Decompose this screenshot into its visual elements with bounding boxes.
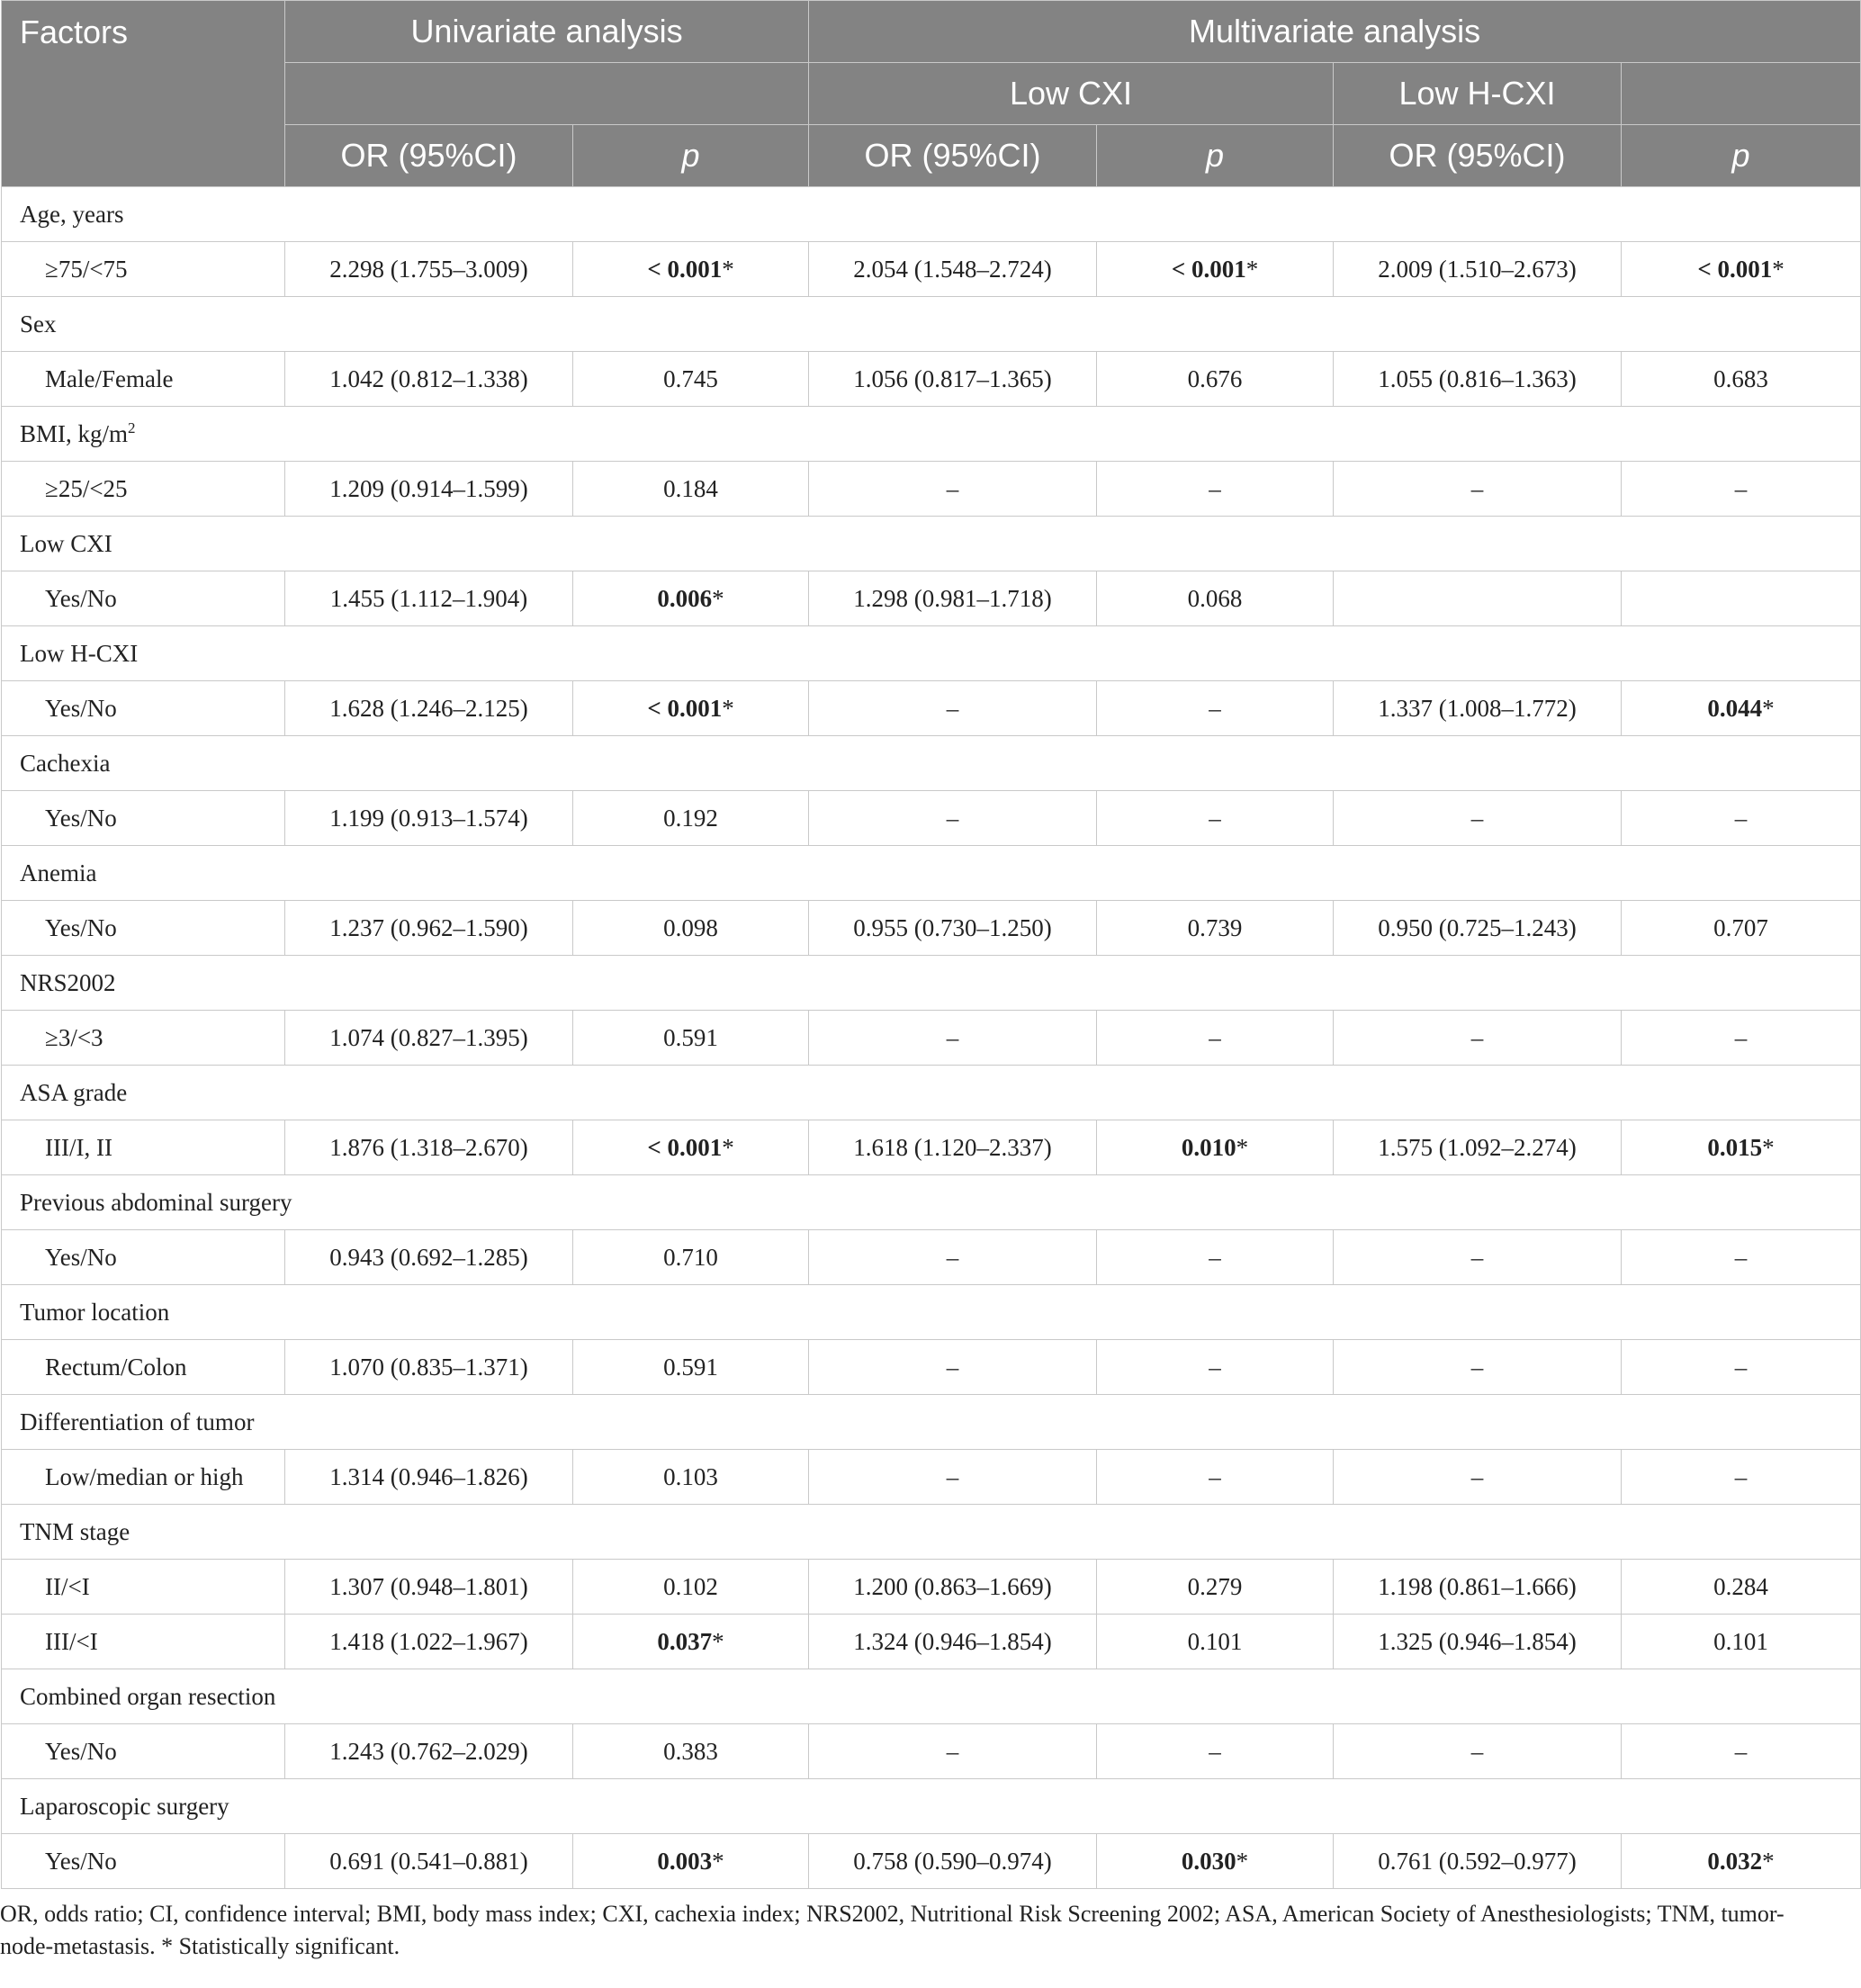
univariate-p-cell-value: 0.006: [657, 584, 713, 612]
cxi-p-cell: [1097, 1011, 1334, 1066]
cxi-or-cell: –: [809, 1230, 1097, 1285]
factor-name: ASA grade: [20, 1078, 128, 1106]
hcxi-or-cell: –: [1334, 1230, 1622, 1285]
hcxi-p-cell: [1622, 242, 1861, 297]
hcxi-p-cell-value: –: [1734, 1023, 1748, 1051]
header-hcxi-or: OR (95%CI): [1334, 125, 1622, 187]
cxi-or-cell: –: [809, 1724, 1097, 1779]
cxi-p-cell: [1097, 1230, 1334, 1285]
header-cxi-p: [1097, 125, 1334, 187]
cxi-p-cell: [1097, 791, 1334, 846]
hcxi-or-cell: 0.950 (0.725–1.243): [1334, 901, 1622, 956]
univariate-or-cell: 0.691 (0.541–0.881): [285, 1834, 573, 1889]
factor-name-cell: [2, 1395, 1861, 1450]
univariate-p-cell-value: 0.745: [663, 364, 718, 392]
cxi-p-cell: [1097, 1615, 1334, 1669]
factor-row: [2, 1395, 1861, 1450]
row-label: Low/median or high: [2, 1450, 285, 1505]
cxi-or-cell: 1.324 (0.946–1.854): [809, 1615, 1097, 1669]
univariate-p-cell-value: < 0.001: [647, 255, 723, 283]
cxi-p-cell-sig-marker: *: [1245, 255, 1259, 283]
univariate-p-cell: [573, 462, 809, 517]
hcxi-p-cell-value: 0.707: [1713, 913, 1768, 941]
header-multivariate: Multivariate analysis: [809, 1, 1861, 63]
univariate-or-cell: 1.307 (0.948–1.801): [285, 1560, 573, 1615]
hcxi-or-cell: 0.761 (0.592–0.977): [1334, 1834, 1622, 1889]
table-row: [2, 1834, 1861, 1889]
factor-name-cell: [2, 846, 1861, 901]
hcxi-p-cell: [1622, 1450, 1861, 1505]
table-header: [2, 1, 1861, 187]
univariate-p-cell: [573, 1615, 809, 1669]
hcxi-p-cell: [1622, 462, 1861, 517]
row-label: Yes/No: [2, 1724, 285, 1779]
hcxi-p-cell: [1622, 571, 1861, 626]
factor-name: Low CXI: [20, 529, 112, 557]
factor-name-cell: [2, 1779, 1861, 1834]
cxi-or-cell: 0.955 (0.730–1.250): [809, 901, 1097, 956]
factor-name: Differentiation of tumor: [20, 1408, 255, 1435]
cxi-p-cell: [1097, 571, 1334, 626]
univariate-p-cell-value: < 0.001: [647, 1133, 723, 1161]
factor-name-cell: [2, 1669, 1861, 1724]
hcxi-p-cell-sig-marker: *: [1772, 255, 1785, 283]
table-row: [2, 462, 1861, 517]
header-univariate-or: OR (95%CI): [285, 125, 573, 187]
table-row: [2, 242, 1861, 297]
factor-row: [2, 1066, 1861, 1120]
factor-row: [2, 956, 1861, 1011]
cxi-or-cell: 0.758 (0.590–0.974): [809, 1834, 1097, 1889]
cxi-p-cell-sig-marker: *: [1236, 1133, 1249, 1161]
univariate-p-cell: [573, 1230, 809, 1285]
hcxi-p-cell-value: –: [1734, 1243, 1748, 1271]
hcxi-p-cell-value: –: [1734, 1737, 1748, 1765]
factor-name-cell: [2, 736, 1861, 791]
cxi-p-cell: [1097, 1340, 1334, 1395]
factor-row: [2, 187, 1861, 242]
cxi-p-cell-sig-marker: *: [1236, 1847, 1249, 1875]
cxi-or-cell: –: [809, 791, 1097, 846]
univariate-or-cell: 1.042 (0.812–1.338): [285, 352, 573, 407]
univariate-or-cell: 1.314 (0.946–1.826): [285, 1450, 573, 1505]
hcxi-or-cell: –: [1334, 791, 1622, 846]
univariate-p-cell: [573, 791, 809, 846]
factor-superscript: 2: [128, 418, 136, 436]
hcxi-p-cell-value: –: [1734, 1462, 1748, 1490]
hcxi-p-cell-value: 0.101: [1713, 1627, 1768, 1655]
cxi-p-cell-value: 0.101: [1187, 1627, 1243, 1655]
cxi-p-cell: [1097, 681, 1334, 736]
cxi-p-cell-value: –: [1209, 1353, 1221, 1381]
factor-row: [2, 626, 1861, 681]
row-label: Rectum/Colon: [2, 1340, 285, 1395]
hcxi-or-cell: –: [1334, 1011, 1622, 1066]
hcxi-or-cell: –: [1334, 1340, 1622, 1395]
hcxi-or-cell: 1.055 (0.816–1.363): [1334, 352, 1622, 407]
univariate-p-cell: [573, 681, 809, 736]
hcxi-or-cell: 1.325 (0.946–1.854): [1334, 1615, 1622, 1669]
factor-row: [2, 297, 1861, 352]
univariate-or-cell: 1.209 (0.914–1.599): [285, 462, 573, 517]
cxi-p-cell: [1097, 901, 1334, 956]
univariate-p-cell: [573, 571, 809, 626]
cxi-p-cell-value: 0.068: [1187, 584, 1243, 612]
header-cxi-p-label: p: [1206, 137, 1225, 174]
univariate-or-cell: 1.876 (1.318–2.670): [285, 1120, 573, 1175]
univariate-p-cell-sig-marker: *: [722, 694, 734, 722]
row-label: ≥3/<3: [2, 1011, 285, 1066]
univariate-or-cell: 2.298 (1.755–3.009): [285, 242, 573, 297]
cxi-p-cell: [1097, 352, 1334, 407]
hcxi-p-cell: [1622, 1120, 1861, 1175]
factor-row: [2, 1669, 1861, 1724]
univariate-p-cell-value: 0.192: [663, 804, 718, 832]
cxi-or-cell: 1.056 (0.817–1.365): [809, 352, 1097, 407]
hcxi-p-cell-value: 0.015: [1707, 1133, 1763, 1161]
hcxi-or-cell: –: [1334, 462, 1622, 517]
hcxi-or-cell: 1.575 (1.092–2.274): [1334, 1120, 1622, 1175]
hcxi-p-cell: [1622, 1230, 1861, 1285]
factor-name-cell: [2, 297, 1861, 352]
univariate-p-cell-value: 0.103: [663, 1462, 718, 1490]
hcxi-p-cell-value: 0.284: [1713, 1572, 1768, 1600]
cxi-p-cell-value: –: [1209, 804, 1221, 832]
factor-name: Combined organ resection: [20, 1682, 276, 1710]
factor-name: Anemia: [20, 859, 97, 886]
header-row-1: [2, 1, 1861, 63]
hcxi-or-cell: 1.337 (1.008–1.772): [1334, 681, 1622, 736]
cxi-or-cell: –: [809, 462, 1097, 517]
header-factors: Factors: [2, 1, 285, 187]
cxi-or-cell: –: [809, 1340, 1097, 1395]
table-row: [2, 1230, 1861, 1285]
univariate-p-cell-sig-marker: *: [712, 1847, 724, 1875]
hcxi-p-cell-value: 0.683: [1713, 364, 1768, 392]
cxi-p-cell-value: 0.010: [1181, 1133, 1236, 1161]
factor-name-cell: [2, 626, 1861, 681]
hcxi-or-cell: [1334, 571, 1622, 626]
factor-name-cell: [2, 1175, 1861, 1230]
univariate-p-cell-value: 0.098: [663, 913, 718, 941]
univariate-p-cell-sig-marker: *: [722, 1133, 734, 1161]
table-row: [2, 1120, 1861, 1175]
cxi-p-cell-value: –: [1209, 694, 1221, 722]
hcxi-p-cell-sig-marker: *: [1762, 694, 1775, 722]
univariate-p-cell: [573, 242, 809, 297]
factor-name: Sex: [20, 310, 57, 337]
factor-name: TNM stage: [20, 1517, 130, 1545]
row-label: III/I, II: [2, 1120, 285, 1175]
univariate-p-cell-sig-marker: *: [722, 255, 734, 283]
hcxi-p-cell: [1622, 1011, 1861, 1066]
factor-row: [2, 407, 1861, 462]
cxi-p-cell: [1097, 1724, 1334, 1779]
univariate-p-cell-sig-marker: *: [712, 1627, 724, 1655]
univariate-or-cell: 1.070 (0.835–1.371): [285, 1340, 573, 1395]
univariate-p-cell-value: 0.037: [657, 1627, 713, 1655]
row-label: Male/Female: [2, 352, 285, 407]
table-row: [2, 791, 1861, 846]
univariate-p-cell: [573, 1340, 809, 1395]
hcxi-p-cell: [1622, 1724, 1861, 1779]
cxi-p-cell-value: 0.279: [1187, 1572, 1243, 1600]
univariate-p-cell: [573, 1011, 809, 1066]
table-row: [2, 681, 1861, 736]
hcxi-p-cell: [1622, 901, 1861, 956]
univariate-p-cell-sig-marker: *: [712, 584, 724, 612]
factor-row: [2, 1285, 1861, 1340]
hcxi-p-cell-value: 0.044: [1707, 694, 1763, 722]
cxi-p-cell: [1097, 1120, 1334, 1175]
row-label: Yes/No: [2, 791, 285, 846]
univariate-or-cell: 1.074 (0.827–1.395): [285, 1011, 573, 1066]
factor-row: [2, 736, 1861, 791]
header-univariate-p-label: p: [681, 137, 700, 174]
univariate-p-cell-value: 0.591: [663, 1353, 718, 1381]
row-label: Yes/No: [2, 901, 285, 956]
univariate-p-cell-value: < 0.001: [647, 694, 723, 722]
hcxi-p-cell: [1622, 1560, 1861, 1615]
univariate-p-cell-value: 0.383: [663, 1737, 718, 1765]
univariate-p-cell: [573, 1724, 809, 1779]
table-row: [2, 352, 1861, 407]
univariate-or-cell: 1.418 (1.022–1.967): [285, 1615, 573, 1669]
hcxi-p-cell: [1622, 1340, 1861, 1395]
row-label: Yes/No: [2, 1834, 285, 1889]
univariate-p-cell-value: 0.003: [657, 1847, 713, 1875]
table-row: [2, 901, 1861, 956]
univariate-p-cell: [573, 901, 809, 956]
univariate-or-cell: 0.943 (0.692–1.285): [285, 1230, 573, 1285]
row-label: III/<I: [2, 1615, 285, 1669]
hcxi-or-cell: –: [1334, 1724, 1622, 1779]
hcxi-p-cell: [1622, 791, 1861, 846]
cxi-p-cell: [1097, 1834, 1334, 1889]
univariate-p-cell: [573, 1450, 809, 1505]
results-table: [1, 0, 1861, 1889]
table-row: [2, 1340, 1861, 1395]
factor-row: [2, 1175, 1861, 1230]
cxi-p-cell: [1097, 1560, 1334, 1615]
univariate-or-cell: 1.628 (1.246–2.125): [285, 681, 573, 736]
cxi-or-cell: 1.618 (1.120–2.337): [809, 1120, 1097, 1175]
hcxi-p-cell: [1622, 1615, 1861, 1669]
table-row: [2, 571, 1861, 626]
hcxi-or-cell: 1.198 (0.861–1.666): [1334, 1560, 1622, 1615]
univariate-p-cell-value: 0.102: [663, 1572, 718, 1600]
factor-name-cell: [2, 1505, 1861, 1560]
cxi-p-cell: [1097, 462, 1334, 517]
header-univariate-p: [573, 125, 809, 187]
table-row: [2, 1011, 1861, 1066]
hcxi-p-cell: [1622, 352, 1861, 407]
factor-name: Low H-CXI: [20, 639, 139, 667]
cxi-p-cell-value: 0.676: [1187, 364, 1243, 392]
factor-row: [2, 1505, 1861, 1560]
cxi-or-cell: 2.054 (1.548–2.724): [809, 242, 1097, 297]
cxi-p-cell-value: –: [1209, 1462, 1221, 1490]
cxi-p-cell: [1097, 242, 1334, 297]
hcxi-p-cell-value: –: [1734, 1353, 1748, 1381]
cxi-p-cell: [1097, 1450, 1334, 1505]
factor-name-cell: [2, 956, 1861, 1011]
factor-name-cell: [2, 1066, 1861, 1120]
cxi-or-cell: –: [809, 1450, 1097, 1505]
cxi-p-cell-value: 0.739: [1187, 913, 1243, 941]
hcxi-or-cell: 2.009 (1.510–2.673): [1334, 242, 1622, 297]
univariate-or-cell: 1.455 (1.112–1.904): [285, 571, 573, 626]
univariate-or-cell: 1.243 (0.762–2.029): [285, 1724, 573, 1779]
factor-name: Age, years: [20, 200, 124, 228]
univariate-p-cell: [573, 1120, 809, 1175]
cxi-p-cell-value: –: [1209, 1243, 1221, 1271]
cxi-p-cell-value: –: [1209, 1023, 1221, 1051]
cxi-p-cell-value: –: [1209, 474, 1221, 502]
hcxi-p-cell-value: 0.032: [1707, 1847, 1763, 1875]
header-univariate: Univariate analysis: [285, 1, 809, 63]
univariate-p-cell: [573, 352, 809, 407]
factor-name: BMI, kg/m: [20, 419, 129, 447]
header-cxi-or: OR (95%CI): [809, 125, 1097, 187]
cxi-or-cell: 1.200 (0.863–1.669): [809, 1560, 1097, 1615]
row-label: Yes/No: [2, 1230, 285, 1285]
cxi-or-cell: –: [809, 1011, 1097, 1066]
factor-name: Previous abdominal surgery: [20, 1188, 292, 1216]
univariate-p-cell: [573, 1834, 809, 1889]
hcxi-p-cell: [1622, 681, 1861, 736]
row-label: II/<I: [2, 1560, 285, 1615]
row-label: Yes/No: [2, 681, 285, 736]
univariate-or-cell: 1.199 (0.913–1.574): [285, 791, 573, 846]
factor-name-cell: [2, 517, 1861, 571]
cxi-or-cell: 1.298 (0.981–1.718): [809, 571, 1097, 626]
cxi-p-cell-value: –: [1209, 1737, 1221, 1765]
factor-row: [2, 1779, 1861, 1834]
table-footnote: OR, odds ratio; CI, confidence interval; BMI, body mass index; CXI, cachexia index; NRS2002, Nutritional Risk Screening 2002; ASA, American Society of Anesthesiologists; TNM, tumor- node-metastasis. * Statistically significant.: [0, 1901, 1785, 1959]
header-univariate-blank: [285, 63, 809, 125]
univariate-p-cell-value: 0.591: [663, 1023, 718, 1051]
cxi-p-cell-value: 0.030: [1181, 1847, 1236, 1875]
hcxi-p-cell: [1622, 1834, 1861, 1889]
hcxi-p-cell-value: –: [1734, 474, 1748, 502]
table-body: [2, 187, 1861, 1889]
factor-name: Cachexia: [20, 749, 111, 777]
univariate-or-cell: 1.237 (0.962–1.590): [285, 901, 573, 956]
table-row: [2, 1724, 1861, 1779]
factor-name: Laparoscopic surgery: [20, 1792, 229, 1820]
univariate-p-cell: [573, 1560, 809, 1615]
factor-row: [2, 517, 1861, 571]
factor-name: NRS2002: [20, 968, 116, 996]
hcxi-p-cell-value: –: [1734, 804, 1748, 832]
header-hcxi-p-label: p: [1731, 137, 1750, 174]
header-low-hcxi-blank: [1622, 63, 1861, 125]
hcxi-p-cell-sig-marker: *: [1762, 1133, 1775, 1161]
cxi-or-cell: –: [809, 681, 1097, 736]
row-label: Yes/No: [2, 571, 285, 626]
factor-name-cell: [2, 187, 1861, 242]
univariate-p-cell-value: 0.184: [663, 474, 718, 502]
table-row: [2, 1450, 1861, 1505]
table-row: [2, 1615, 1861, 1669]
hcxi-or-cell: –: [1334, 1450, 1622, 1505]
header-low-hcxi: Low H-CXI: [1334, 63, 1622, 125]
hcxi-p-cell-sig-marker: *: [1762, 1847, 1775, 1875]
header-hcxi-p: [1622, 125, 1861, 187]
cxi-p-cell-value: < 0.001: [1171, 255, 1246, 283]
factor-name-cell: [2, 407, 1861, 462]
factor-name: Tumor location: [20, 1298, 170, 1326]
factor-row: [2, 846, 1861, 901]
hcxi-p-cell-value: < 0.001: [1697, 255, 1773, 283]
row-label: ≥75/<75: [2, 242, 285, 297]
univariate-p-cell-value: 0.710: [663, 1243, 718, 1271]
row-label: ≥25/<25: [2, 462, 285, 517]
header-low-cxi: Low CXI: [809, 63, 1334, 125]
table-row: [2, 1560, 1861, 1615]
factor-name-cell: [2, 1285, 1861, 1340]
